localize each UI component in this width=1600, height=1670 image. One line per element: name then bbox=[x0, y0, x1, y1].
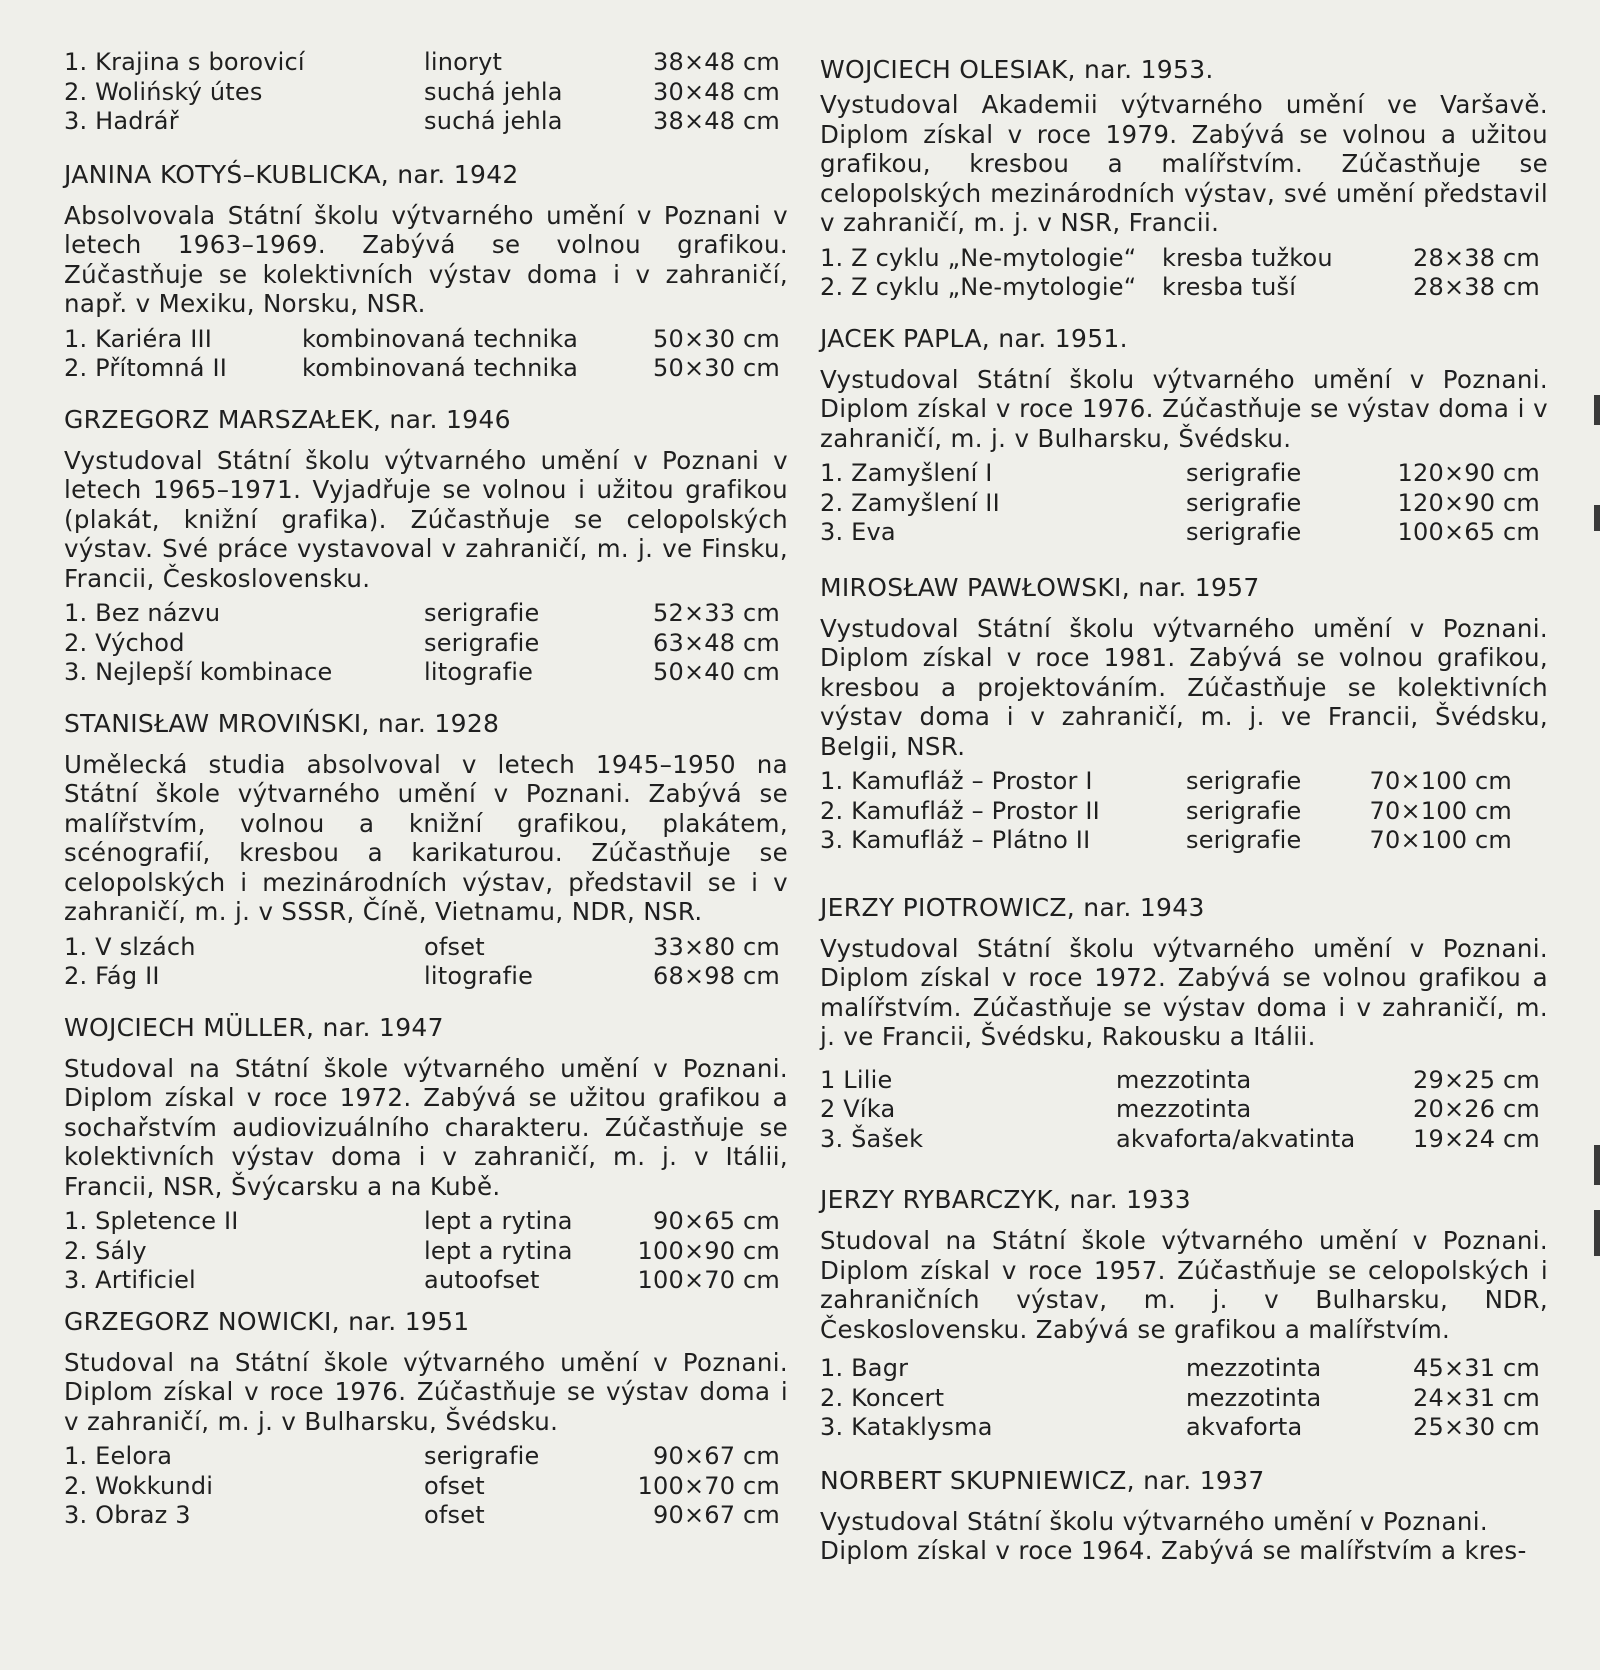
artist-name: MIROSŁAW PAWŁOWSKI, nar. 1957 bbox=[820, 572, 1260, 602]
work-size: 24×31 cm bbox=[1413, 1383, 1540, 1412]
artist-name: WOJCIECH MÜLLER, nar. 1947 bbox=[64, 1012, 444, 1042]
work-item bbox=[64, 962, 788, 992]
work-technique: suchá jehla bbox=[424, 77, 563, 106]
works-list bbox=[820, 1066, 1548, 1155]
work-technique: kresba tuší bbox=[1162, 273, 1297, 301]
artist-bio: Vystudoval Akademii výtvarného umění ve Varšavě. Diplom získal v roce 1979. Zabývá se volnou a užitou grafikou, kresbou a malířstvím. Zúčastňuje se celopolských mezinárodních výstav, své umění představil v zahraničí, m. j. v NSR, Francii. bbox=[820, 90, 1548, 237]
work-size: 90×67 cm bbox=[653, 1501, 780, 1529]
scan-edge-mark bbox=[1594, 505, 1600, 531]
work-size: 25×30 cm bbox=[1413, 1413, 1540, 1441]
artist-entry bbox=[64, 404, 788, 688]
work-size: 28×38 cm bbox=[1413, 243, 1540, 272]
artist-entry bbox=[820, 323, 1548, 548]
work-item bbox=[64, 354, 788, 384]
artist-entry bbox=[820, 54, 1548, 303]
right-column bbox=[820, 54, 1548, 1572]
work-title: 3. Obraz 3 bbox=[64, 1501, 191, 1529]
work-technique: serigrafie bbox=[424, 599, 540, 627]
artist-name: GRZEGORZ NOWICKI, nar. 1951 bbox=[64, 1306, 470, 1336]
work-title: 3. Eva bbox=[820, 518, 896, 546]
artist-bio: Studoval na Státní škole výtvarného umění v Poznani. Diplom získal v roce 1957. Zúčastňuje se celopolských i zahraničních výstav, m. j. v Bulharsku, NDR, Československu. Zabývá se grafikou a malířstvím. bbox=[820, 1226, 1548, 1344]
work-title: 1. Bez názvu bbox=[64, 599, 221, 627]
work-size: 30×48 cm bbox=[653, 77, 780, 106]
work-item bbox=[64, 933, 788, 963]
artist-entry bbox=[820, 1184, 1548, 1443]
work-size: 120×90 cm bbox=[1397, 488, 1540, 517]
artist-name: WOJCIECH OLESIAK, nar. 1953. bbox=[820, 55, 1214, 84]
work-item bbox=[820, 797, 1548, 827]
work-size: 90×65 cm bbox=[653, 1207, 780, 1235]
work-technique: kombinovaná technika bbox=[302, 324, 579, 353]
work-technique: serigrafie bbox=[1186, 767, 1302, 795]
work-item bbox=[64, 658, 788, 688]
work-size: 63×48 cm bbox=[653, 628, 780, 657]
work-size: 45×31 cm bbox=[1413, 1354, 1540, 1382]
work-item bbox=[64, 48, 788, 78]
works-list bbox=[820, 1354, 1548, 1443]
artist-bio: Vystudoval Státní školu výtvarného umění v Poznani v letech 1965–1971. Vyjadřuje se volnou i užitou grafikou (plakát, knižní grafika). Zúčastňuje se celopolských výstav. Své práce vystavoval v zahraničí, m. j. ve Finsku, Francii, Československu. bbox=[64, 445, 788, 593]
work-item bbox=[820, 767, 1548, 797]
works-list bbox=[64, 325, 788, 384]
artist-entry bbox=[64, 1306, 788, 1531]
work-title: 1 Lilie bbox=[820, 1065, 893, 1094]
artist-name: JANINA KOTYŚ–KUBLICKA, nar. 1942 bbox=[64, 159, 519, 189]
work-size: 70×100 cm bbox=[1369, 796, 1512, 825]
work-technique: kombinovaná technika bbox=[302, 354, 579, 382]
scan-edge-mark bbox=[1594, 395, 1600, 425]
work-size: 19×24 cm bbox=[1413, 1124, 1540, 1153]
work-title: 1. Spletence II bbox=[64, 1207, 239, 1235]
work-technique: lept a rytina bbox=[424, 1207, 573, 1235]
work-technique: serigrafie bbox=[1186, 488, 1302, 517]
work-item bbox=[64, 78, 788, 108]
artist-entry bbox=[820, 1465, 1548, 1566]
work-size: 33×80 cm bbox=[653, 932, 780, 961]
work-technique: akvaforta/akvatinta bbox=[1116, 1124, 1356, 1153]
works-list bbox=[64, 599, 788, 688]
work-size: 100×90 cm bbox=[637, 1236, 780, 1265]
artist-entry bbox=[820, 892, 1548, 1155]
work-title: 2. Z cyklu „Ne-mytologie“ bbox=[820, 273, 1137, 301]
works-list bbox=[64, 1442, 788, 1531]
artist-bio: Studoval na Státní škole výtvarného umění v Poznani. Diplom získal v roce 1972. Zabývá se užitou grafikou a sochařstvím audiovizuálního charakteru. Zúčastňuje se kolektivních výstav doma i v zahraničí, m. j. v Itálii, Francii, NSR, Švýcarsku a na Kubě. bbox=[64, 1053, 788, 1201]
work-item bbox=[820, 489, 1548, 519]
work-title: 3. Kataklysma bbox=[820, 1413, 993, 1441]
work-size: 90×67 cm bbox=[653, 1442, 780, 1470]
artist-entry bbox=[64, 708, 788, 992]
work-size: 120×90 cm bbox=[1397, 459, 1540, 487]
work-size: 100×70 cm bbox=[637, 1471, 780, 1500]
work-title: 2. Přítomná II bbox=[64, 354, 228, 382]
work-title: 2. Wolińský útes bbox=[64, 77, 263, 106]
work-title: 3. Kamufláž – Plátno II bbox=[820, 826, 1091, 854]
works-list bbox=[820, 459, 1548, 548]
work-title: 1. Eelora bbox=[64, 1442, 173, 1470]
work-item bbox=[64, 1266, 788, 1296]
work-title: 2. Zamyšlení II bbox=[820, 488, 1000, 517]
work-size: 38×48 cm bbox=[653, 48, 780, 76]
artist-bio: Vystudoval Státní školu výtvarného umění v Poznani. Diplom získal v roce 1981. Zabývá se volnou grafikou, kresbou a projektováním. Zúčastňuje se kolektivních výstav doma i v zahraničí, m. j. ve Francii, Švédsku, Belgii, NSR. bbox=[820, 613, 1548, 761]
work-item bbox=[64, 1501, 788, 1531]
work-technique: litografie bbox=[424, 962, 534, 990]
work-item bbox=[820, 518, 1548, 548]
work-size: 50×30 cm bbox=[653, 324, 780, 353]
work-item bbox=[64, 1472, 788, 1502]
work-size: 20×26 cm bbox=[1413, 1095, 1540, 1123]
artist-bio: Vystudoval Státní školu výtvarného umění v Poznani. Diplom získal v roce 1964. Zabývá se malířstvím a kres- bbox=[820, 1506, 1527, 1565]
work-size: 70×100 cm bbox=[1369, 767, 1512, 795]
artist-bio: Absolvovala Státní školu výtvarného umění v Poznani v letech 1963–1969. Zabývá se volnou grafikou. Zúčastňuje se kolektivních výstav doma i v zahraničí, např. v Mexiku, Norsku, NSR. bbox=[64, 200, 788, 318]
work-title: 1. Z cyklu „Ne-mytologie“ bbox=[820, 243, 1137, 272]
work-title: 2. Fág II bbox=[64, 962, 160, 990]
work-technique: kresba tužkou bbox=[1162, 243, 1333, 272]
work-title: 1. V slzách bbox=[64, 932, 196, 961]
work-title: 2. Koncert bbox=[820, 1383, 945, 1412]
work-technique: linoryt bbox=[424, 48, 503, 76]
work-item bbox=[64, 599, 788, 629]
work-title: 1. Krajina s borovicí bbox=[64, 48, 305, 76]
work-title: 2. Wokkundi bbox=[64, 1471, 214, 1500]
work-item bbox=[64, 1237, 788, 1267]
work-size: 100×65 cm bbox=[1397, 518, 1540, 546]
work-item bbox=[820, 1125, 1548, 1155]
work-technique: suchá jehla bbox=[424, 107, 563, 135]
artist-bio: Studoval na Státní škole výtvarného umění v Poznani. Diplom získal v roce 1976. Zúčastňuje se výstav doma i v zahraničí, m. j. v Bulharsku, Švédsku. bbox=[64, 1347, 788, 1436]
work-size: 50×30 cm bbox=[653, 354, 780, 382]
artist-entry bbox=[64, 159, 788, 384]
work-technique: mezzotinta bbox=[1186, 1383, 1322, 1412]
work-item bbox=[820, 1354, 1548, 1384]
work-technique: litografie bbox=[424, 658, 534, 686]
work-technique: ofset bbox=[424, 932, 485, 961]
artist-bio: Umělecká studia absolvoval v letech 1945–1950 na Státní škole výtvarného umění v Poznani. Zabývá se malířstvím, volnou a knižní grafikou, plakátem, scénografií, kresbou a karikaturou. Zúčastňuje se celopolských i mezinárodních výstav, představil se i v zahraničí, m. j. v SSSR, Číně, Vietnamu, NDR, NSR. bbox=[64, 749, 788, 926]
artist-entry bbox=[820, 572, 1548, 856]
work-technique: serigrafie bbox=[424, 628, 540, 657]
artist-bio: Vystudoval Státní školu výtvarného umění v Poznani. Diplom získal v roce 1976. Zúčastňuje se výstav doma i v zahraničí, m. j. v Bulharsku, Švédsku. bbox=[820, 364, 1548, 453]
works-list bbox=[820, 767, 1548, 856]
work-size: 50×40 cm bbox=[653, 658, 780, 686]
scan-edge-mark bbox=[1594, 1145, 1600, 1185]
work-size: 70×100 cm bbox=[1369, 826, 1512, 854]
work-technique: ofset bbox=[424, 1501, 485, 1529]
work-technique: serigrafie bbox=[1186, 826, 1302, 854]
work-technique: serigrafie bbox=[424, 1442, 540, 1470]
artist-name: JERZY RYBARCZYK, nar. 1933 bbox=[820, 1185, 1191, 1214]
artist-name: STANISŁAW MROVIŃSKI, nar. 1928 bbox=[64, 708, 500, 738]
works-list bbox=[64, 1207, 788, 1296]
intro-works-list bbox=[64, 48, 788, 137]
work-item bbox=[820, 826, 1548, 856]
work-technique: mezzotinta bbox=[1116, 1065, 1252, 1094]
work-technique: serigrafie bbox=[1186, 796, 1302, 825]
work-technique: autoofset bbox=[424, 1266, 540, 1294]
artist-name: GRZEGORZ MARSZAŁEK, nar. 1946 bbox=[64, 404, 511, 434]
work-title: 1. Kamufláž – Prostor I bbox=[820, 767, 1093, 795]
work-item bbox=[64, 1442, 788, 1472]
work-technique: mezzotinta bbox=[1186, 1354, 1322, 1382]
work-item bbox=[820, 1413, 1548, 1443]
work-technique: mezzotinta bbox=[1116, 1095, 1252, 1123]
work-size: 68×98 cm bbox=[653, 962, 780, 990]
work-size: 100×70 cm bbox=[637, 1266, 780, 1294]
work-item bbox=[820, 273, 1548, 303]
work-item bbox=[820, 1066, 1548, 1096]
work-item bbox=[820, 244, 1548, 274]
artist-bio: Vystudoval Státní školu výtvarného umění v Poznani. Diplom získal v roce 1972. Zabývá se volnou grafikou a malířstvím. Zúčastňuje se výstav doma i v zahraničí, m. j. ve Francii, Švédsku, Rakousku a Itálii. bbox=[820, 933, 1548, 1051]
work-size: 52×33 cm bbox=[653, 599, 780, 627]
work-title: 2. Kamufláž – Prostor II bbox=[820, 796, 1100, 825]
work-size: 28×38 cm bbox=[1413, 273, 1540, 301]
work-item bbox=[64, 107, 788, 137]
work-item bbox=[64, 629, 788, 659]
work-item bbox=[820, 459, 1548, 489]
artist-entry bbox=[64, 1012, 788, 1296]
work-title: 2 Víka bbox=[820, 1095, 896, 1123]
work-technique: serigrafie bbox=[1186, 518, 1302, 546]
work-item bbox=[64, 325, 788, 355]
work-item bbox=[820, 1095, 1548, 1125]
artist-name: JERZY PIOTROWICZ, nar. 1943 bbox=[820, 892, 1205, 922]
works-list bbox=[820, 244, 1548, 303]
work-technique: ofset bbox=[424, 1471, 485, 1500]
work-size: 29×25 cm bbox=[1413, 1065, 1540, 1094]
scan-edge-mark bbox=[1594, 1210, 1600, 1256]
work-title: 3. Šašek bbox=[820, 1124, 924, 1153]
work-title: 1. Kariéra III bbox=[64, 324, 213, 353]
work-technique: akvaforta bbox=[1186, 1413, 1303, 1441]
work-title: 2. Sály bbox=[64, 1236, 147, 1265]
work-title: 3. Hadrář bbox=[64, 107, 179, 135]
work-size: 38×48 cm bbox=[653, 107, 780, 135]
work-title: 1. Zamyšlení I bbox=[820, 459, 993, 487]
work-item bbox=[820, 1384, 1548, 1414]
works-list bbox=[64, 933, 788, 992]
work-title: 1. Bagr bbox=[820, 1354, 909, 1382]
work-technique: lept a rytina bbox=[424, 1236, 573, 1265]
artist-name: NORBERT SKUPNIEWICZ, nar. 1937 bbox=[820, 1465, 1265, 1495]
artist-name: JACEK PAPLA, nar. 1951. bbox=[820, 323, 1128, 353]
work-item bbox=[64, 1207, 788, 1237]
left-column bbox=[64, 48, 788, 1531]
work-title: 3. Nejlepší kombinace bbox=[64, 658, 333, 686]
work-title: 3. Artificiel bbox=[64, 1266, 196, 1294]
work-technique: serigrafie bbox=[1186, 459, 1302, 487]
work-title: 2. Východ bbox=[64, 628, 185, 657]
